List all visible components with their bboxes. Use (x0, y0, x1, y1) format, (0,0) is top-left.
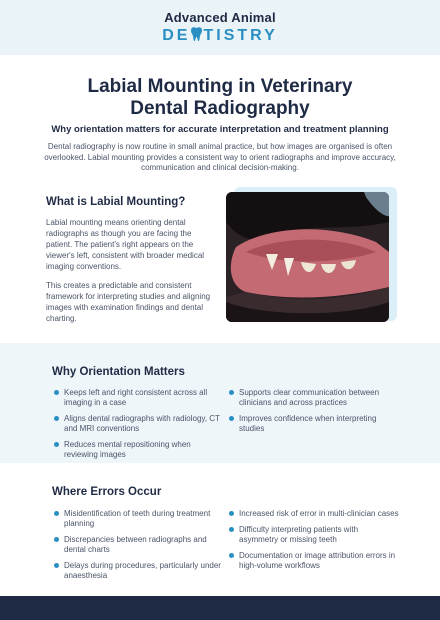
errors-heading: Where Errors Occur (52, 486, 162, 498)
list-item-text: Improves confidence when interpreting studies (239, 414, 377, 433)
list-item-text: Misidentification of teeth during treatment planning (64, 509, 211, 528)
brand-name-part-a: DE (162, 27, 191, 44)
brand-name-line1: Advanced Animal (164, 10, 276, 25)
brand-name-line2 (0, 26, 440, 47)
why-list-left (54, 388, 226, 466)
bullet-icon (54, 511, 59, 516)
list-item-text: Delays during procedures, particularly under anaesthesia (64, 561, 221, 580)
list-item (229, 414, 399, 434)
what-paragraph-1: Labial mounting means orienting dental radiographs as though you are facing the patient. The patient's right appears on the viewer's left, consistent with broader medical imaging conventions. (46, 218, 205, 271)
page-title (20, 76, 420, 120)
bullet-icon (54, 416, 59, 421)
list-item (54, 535, 226, 555)
why-heading: Why Orientation Matters (52, 366, 185, 378)
bullet-icon (54, 442, 59, 447)
list-item-text: Increased risk of error in multi-clinician cases (239, 509, 399, 518)
tooth-icon (190, 26, 203, 47)
list-item (54, 388, 226, 408)
what-heading: What is Labial Mounting? (46, 196, 186, 208)
bullet-icon (229, 511, 234, 516)
list-item-text: Reduces mental repositioning when reviewing images (64, 440, 191, 459)
bullet-icon (229, 390, 234, 395)
list-item-text: Keeps left and right consistent across all imaging in a case (64, 388, 208, 407)
dental-photo (226, 192, 389, 322)
list-item (229, 551, 399, 571)
header-banner (0, 0, 440, 55)
list-item-text: Documentation or image attribution errors in high-volume workflows (239, 551, 396, 570)
title-line-1: Labial Mounting in Veterinary (87, 76, 353, 97)
list-item (229, 525, 399, 545)
list-item-text: Difficulty interpreting patients with asymmetry or missing teeth (239, 525, 359, 544)
bullet-icon (54, 563, 59, 568)
errors-list-right (229, 509, 399, 577)
list-item (229, 388, 399, 408)
dog-mouth-image (226, 192, 389, 322)
bullet-icon (229, 416, 234, 421)
list-item (54, 414, 226, 434)
list-item (54, 440, 226, 460)
page-subtitle: Why orientation matters for accurate interpretation and treatment planning (51, 124, 389, 135)
bullet-icon (229, 527, 234, 532)
list-item (54, 561, 226, 581)
footer-bar (0, 596, 440, 620)
list-item (54, 509, 226, 529)
list-item-text: Supports clear communication between clinicians and across practices (239, 388, 380, 407)
list-item (229, 509, 399, 519)
title-line-2: Dental Radiography (130, 98, 310, 119)
bullet-icon (54, 537, 59, 542)
what-paragraph-2: This creates a predictable and consistent framework for interpreting studies and aligning images with examination findings and dental charting. (46, 281, 211, 323)
brand-name-part-b: TISTRY (203, 27, 278, 44)
bullet-icon (54, 390, 59, 395)
list-item-text: Discrepancies between radiographs and dental charts (64, 535, 207, 554)
why-list-right (229, 388, 399, 440)
intro-paragraph: Dental radiography is now routine in small animal practice, but how images are organised is often overlooked. Labial mounting provides a consistent way to orient radiographs and improve accuracy, communication and clinical decision-making. (44, 142, 396, 172)
bullet-icon (229, 553, 234, 558)
list-item-text: Aligns dental radiographs with radiology, CT and MRI conventions (64, 414, 220, 433)
errors-list-left (54, 509, 226, 587)
